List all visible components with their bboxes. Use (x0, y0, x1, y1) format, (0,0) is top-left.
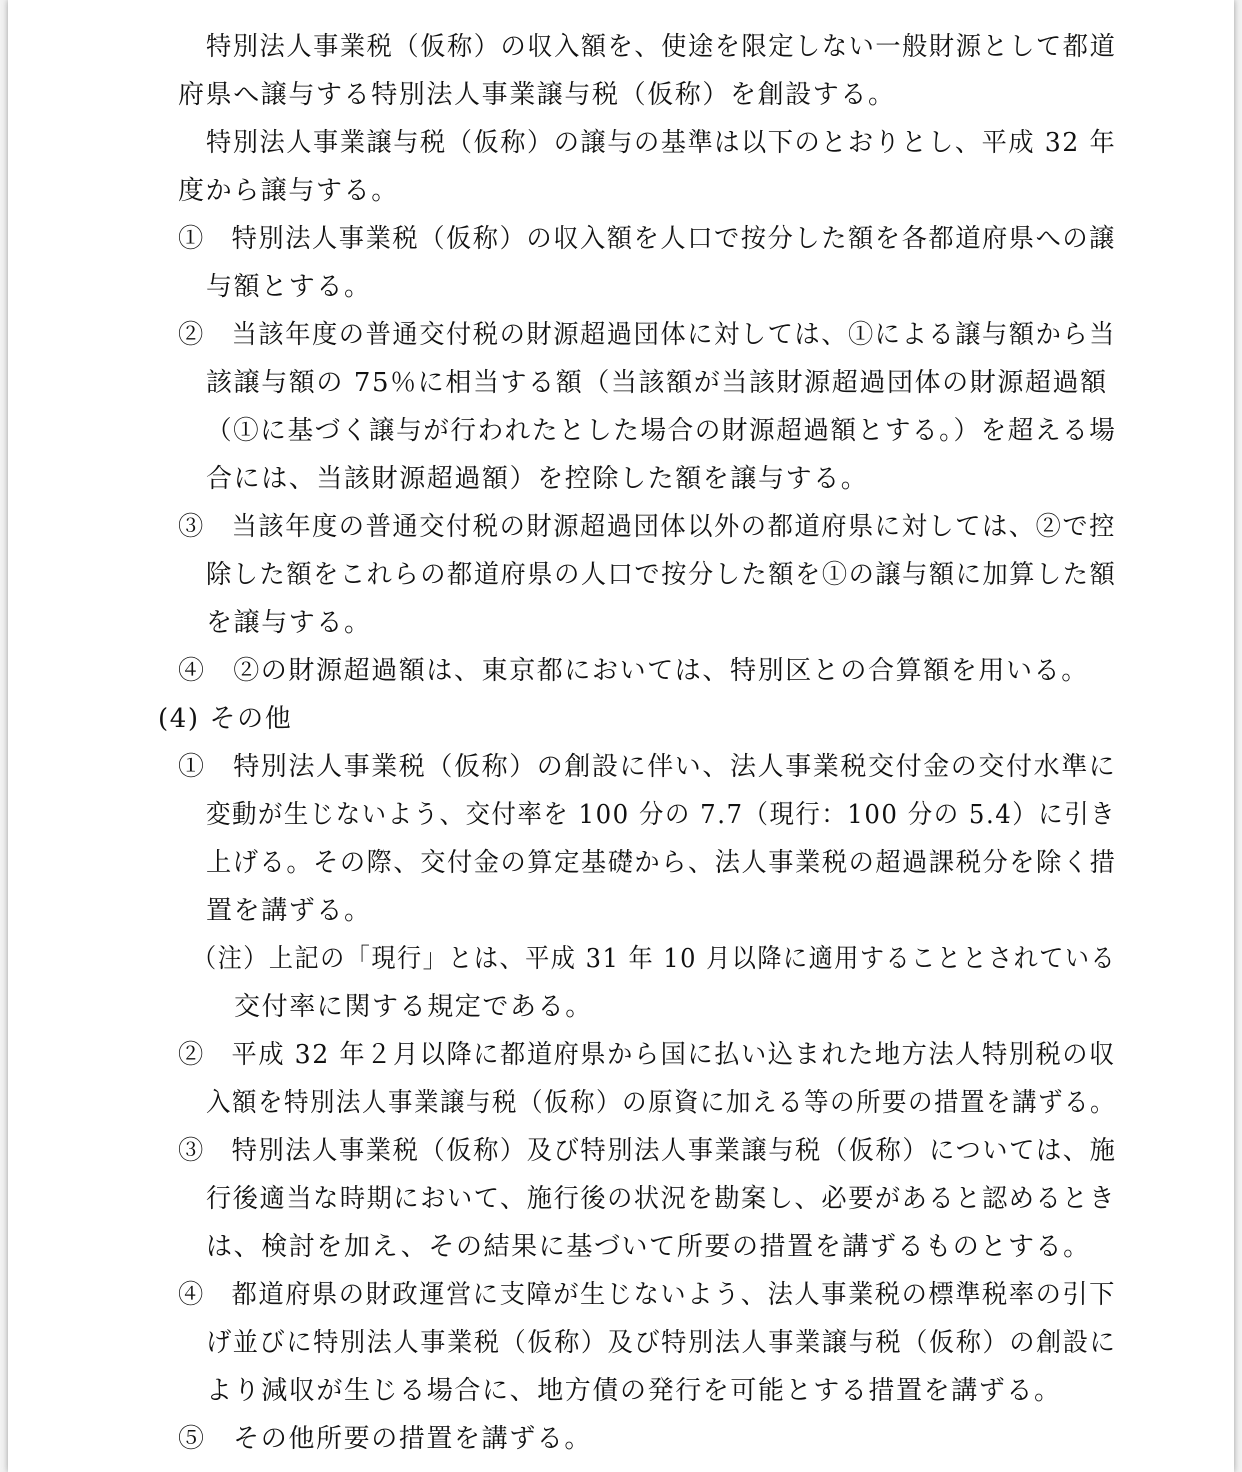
list-item-line: 変動が生じないよう、交付率を 100 分の 7.7（現行：100 分の 5.4）に引き (206, 800, 1117, 830)
list-item-line: 行後適当な時期において、施行後の状況を勘案し、必要があると認めるとき (206, 1184, 1116, 1214)
list-item-line: 与額とする。 (206, 272, 372, 302)
list-item-line: 合には、当該財源超過額）を控除した額を譲与する。 (206, 464, 869, 494)
note-line: 交付率に関する規定である。 (234, 992, 593, 1022)
section-heading: (4) その他 (158, 704, 293, 734)
paragraph-line: 府県へ譲与する特別法人事業譲与税（仮称）を創設する。 (178, 80, 896, 110)
list-item-line: より減収が生じる場合に、地方債の発行を可能とする措置を講ずる。 (206, 1376, 1062, 1406)
list-item-line: ⑤ その他所要の措置を講ずる。 (178, 1424, 593, 1454)
list-item-line: ④ ②の財源超過額は、東京都においては、特別区との合算額を用いる。 (178, 656, 1089, 686)
list-item-line: 除した額をこれらの都道府県の人口で按分した額を①の譲与額に加算した額 (206, 560, 1117, 590)
list-item-line: 該譲与額の 75％に相当する額（当該額が当該財源超過団体の財源超過額 (206, 368, 1108, 398)
list-item-line: ② 平成 32 年２月以降に都道府県から国に払い込まれた地方法人特別税の収 (178, 1040, 1116, 1070)
list-item-line: ① 特別法人事業税（仮称）の創設に伴い、法人事業税交付金の交付水準に (178, 752, 1117, 782)
list-item-line: は、検討を加え、その結果に基づいて所要の措置を講ずるものとする。 (206, 1232, 1091, 1262)
list-item-line: を譲与する。 (206, 608, 372, 638)
list-item-line: ③ 当該年度の普通交付税の財源超過団体以外の都道府県に対しては、②で控 (178, 512, 1117, 542)
list-item-line: 入額を特別法人事業譲与税（仮称）の原資に加える等の所要の措置を講ずる。 (206, 1088, 1116, 1118)
list-item-line: げ並びに特別法人事業税（仮称）及び特別法人事業譲与税（仮称）の創設に (206, 1328, 1117, 1358)
list-item-line: 置を講ずる。 (206, 896, 372, 926)
list-item-line: ③ 特別法人事業税（仮称）及び特別法人事業譲与税（仮称）については、施 (178, 1136, 1117, 1166)
list-item-line: ① 特別法人事業税（仮称）の収入額を人口で按分した額を各都道府県への譲 (178, 224, 1117, 254)
list-item-line: （①に基づく譲与が行われたとした場合の財源超過額とする。）を超える場 (206, 416, 1117, 446)
paragraph-line: 特別法人事業譲与税（仮称）の譲与の基準は以下のとおりとし、平成 32 年 (206, 128, 1117, 158)
document-page (8, 0, 1234, 1472)
list-item-line: ② 当該年度の普通交付税の財源超過団体に対しては、①による譲与額から当 (178, 320, 1117, 350)
paragraph-line: 特別法人事業税（仮称）の収入額を、使途を限定しない一般財源として都道 (206, 32, 1117, 62)
list-item-line: ④ 都道府県の財政運営に支障が生じないよう、法人事業税の標準税率の引下 (178, 1280, 1117, 1310)
list-item-line: 上げる。その際、交付金の算定基礎から、法人事業税の超過課税分を除く措 (206, 848, 1117, 878)
paragraph-line: 度から譲与する。 (178, 176, 399, 206)
note-line: （注）上記の「現行」とは、平成 31 年 10 月以降に適用することとされている (192, 944, 1117, 974)
